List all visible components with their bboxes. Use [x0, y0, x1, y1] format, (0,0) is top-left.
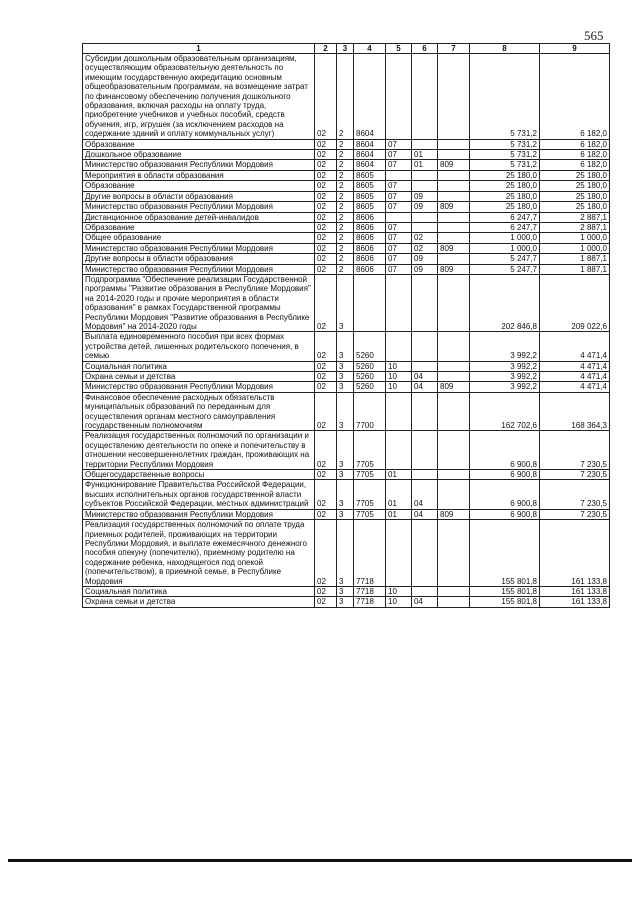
section-code: 10 — [386, 382, 412, 392]
amount-year-2: 161 133,8 — [540, 597, 610, 607]
subprogram-code: 3 — [337, 597, 354, 607]
subsection-code — [412, 170, 438, 180]
row-label: Общее образование — [83, 233, 315, 243]
row-label: Мероприятия в области образования — [83, 170, 315, 180]
row-label: Реализация государственных полномочий по организации и осуществлению деятельности по опеке и попечительству в отношении несовершеннолетних граждан, проживающих на территории Республики Мордовия — [83, 431, 315, 470]
table-row — [83, 361, 610, 371]
section-code: 10 — [386, 597, 412, 607]
program-code: 02 — [315, 274, 337, 331]
expense-code: 7705 — [354, 470, 386, 480]
table-row — [83, 170, 610, 180]
subprogram-code: 3 — [337, 431, 354, 470]
subsection-code: 09 — [412, 254, 438, 264]
program-code: 02 — [315, 392, 337, 431]
row-label: Выплата единовременного пособия при всех формах устройства детей, лишенных родительского попечения, в семью — [83, 332, 315, 361]
ministry-code — [438, 520, 470, 587]
amount-year-1: 3 992,2 — [470, 332, 540, 361]
table-row — [83, 202, 610, 212]
row-label: Реализация государственных полномочий по оплате труда приемных родителей, проживающих на территории Республики Мордовия, и выплате ежемесячного денежного пособия опекуну (попечителю), приемному родителю на содержание ребенка, находящегося под опекой (попечительством), в приемной семье, в Республике Мордовия — [83, 520, 315, 587]
ministry-code — [438, 222, 470, 232]
table-row — [83, 470, 610, 480]
subsection-code — [412, 274, 438, 331]
ministry-code: 809 — [438, 382, 470, 392]
expense-code: 8606 — [354, 243, 386, 253]
subsection-code: 02 — [412, 243, 438, 253]
amount-year-2: 6 182,0 — [540, 160, 610, 170]
section-code: 01 — [386, 470, 412, 480]
row-label: Дошкольное образование — [83, 150, 315, 160]
table-row — [83, 150, 610, 160]
amount-year-2: 4 471,4 — [540, 382, 610, 392]
expense-code: 8606 — [354, 233, 386, 243]
subsection-code: 01 — [412, 160, 438, 170]
column-header: 3 — [337, 44, 354, 54]
amount-year-1: 6 900,8 — [470, 480, 540, 509]
amount-year-1: 1 000,0 — [470, 243, 540, 253]
amount-year-1: 155 801,8 — [470, 597, 540, 607]
program-code: 02 — [315, 431, 337, 470]
expense-code: 7700 — [354, 392, 386, 431]
program-code: 02 — [315, 520, 337, 587]
row-label: Общегосударственные вопросы — [83, 470, 315, 480]
subprogram-code: 3 — [337, 372, 354, 382]
subprogram-code: 3 — [337, 520, 354, 587]
subsection-code — [412, 139, 438, 149]
row-label: Министерство образования Республики Мордовия — [83, 160, 315, 170]
row-label: Министерство образования Республики Мордовия — [83, 509, 315, 519]
subsection-code — [412, 586, 438, 596]
table-row — [83, 139, 610, 149]
subsection-code — [412, 361, 438, 371]
amount-year-2: 25 180,0 — [540, 170, 610, 180]
subsection-code: 02 — [412, 233, 438, 243]
row-label: Министерство образования Республики Мордовия — [83, 243, 315, 253]
row-label: Субсидии дошкольным образовательным организациям, осуществляющим образовательную деятельность по имеющим государственную аккредитацию основным общеобразовательным программам, на возмещение затрат по финансовому обеспечению получения дошкольного образования, включая расходы на оплату труда, приобретение учебников и учебных пособий, средств обучения, игр, игрушек (за исключением расходов на содержание зданий и оплату коммунальных услуг) — [83, 54, 315, 140]
program-code: 02 — [315, 243, 337, 253]
amount-year-2: 7 230,5 — [540, 431, 610, 470]
subprogram-code: 2 — [337, 202, 354, 212]
row-label: Министерство образования Республики Мордовия — [83, 264, 315, 274]
program-code: 02 — [315, 222, 337, 232]
subsection-code: 04 — [412, 480, 438, 509]
subsection-code: 04 — [412, 372, 438, 382]
section-code: 07 — [386, 243, 412, 253]
amount-year-1: 3 992,2 — [470, 372, 540, 382]
subsection-code: 09 — [412, 202, 438, 212]
table-row — [83, 191, 610, 201]
column-header: 4 — [354, 44, 386, 54]
column-header: 8 — [470, 44, 540, 54]
ministry-code — [438, 191, 470, 201]
subprogram-code: 3 — [337, 332, 354, 361]
table-row — [83, 254, 610, 264]
amount-year-1: 6 247,7 — [470, 212, 540, 222]
expense-code: 7718 — [354, 520, 386, 587]
subprogram-code: 2 — [337, 243, 354, 253]
subsection-code — [412, 332, 438, 361]
column-header: 7 — [438, 44, 470, 54]
amount-year-2: 1 887,1 — [540, 264, 610, 274]
ministry-code — [438, 274, 470, 331]
table-row — [83, 212, 610, 222]
amount-year-1: 5 247,7 — [470, 264, 540, 274]
subsection-code — [412, 54, 438, 140]
expense-code: 8605 — [354, 170, 386, 180]
section-code: 07 — [386, 233, 412, 243]
expense-code — [354, 274, 386, 331]
table-row — [83, 372, 610, 382]
program-code: 02 — [315, 139, 337, 149]
amount-year-2: 6 182,0 — [540, 139, 610, 149]
program-code: 02 — [315, 181, 337, 191]
ministry-code: 809 — [438, 243, 470, 253]
expense-code: 8604 — [354, 54, 386, 140]
row-label: Функционирование Правительства Российской Федерации, высших исполнительных органов государственной власти субъектов Российской Федерации, местных администраций — [83, 480, 315, 509]
program-code: 02 — [315, 54, 337, 140]
expense-code: 8606 — [354, 222, 386, 232]
amount-year-2: 161 133,8 — [540, 586, 610, 596]
amount-year-2: 209 022,6 — [540, 274, 610, 331]
amount-year-1: 25 180,0 — [470, 202, 540, 212]
amount-year-1: 5 731,2 — [470, 54, 540, 140]
row-label: Охрана семьи и детства — [83, 597, 315, 607]
program-code: 02 — [315, 382, 337, 392]
subsection-code: 04 — [412, 382, 438, 392]
ministry-code — [438, 480, 470, 509]
subprogram-code: 3 — [337, 392, 354, 431]
amount-year-1: 155 801,8 — [470, 520, 540, 587]
row-label: Охрана семьи и детства — [83, 372, 315, 382]
program-code: 02 — [315, 372, 337, 382]
amount-year-1: 25 180,0 — [470, 170, 540, 180]
row-label: Образование — [83, 181, 315, 191]
amount-year-2: 1 000,0 — [540, 243, 610, 253]
section-code: 07 — [386, 160, 412, 170]
program-code: 02 — [315, 160, 337, 170]
subsection-code: 04 — [412, 509, 438, 519]
ministry-code — [438, 181, 470, 191]
subsection-code — [412, 431, 438, 470]
program-code: 02 — [315, 509, 337, 519]
expense-code: 5260 — [354, 382, 386, 392]
table-row — [83, 181, 610, 191]
section-code: 07 — [386, 222, 412, 232]
program-code: 02 — [315, 170, 337, 180]
program-code: 02 — [315, 480, 337, 509]
amount-year-1: 202 846,8 — [470, 274, 540, 331]
amount-year-1: 6 900,8 — [470, 470, 540, 480]
subprogram-code: 2 — [337, 212, 354, 222]
expense-code: 8606 — [354, 254, 386, 264]
ministry-code — [438, 254, 470, 264]
ministry-code — [438, 170, 470, 180]
subprogram-code: 3 — [337, 470, 354, 480]
amount-year-1: 5 247,7 — [470, 254, 540, 264]
ministry-code: 809 — [438, 509, 470, 519]
row-label: Дистанционное образование детей-инвалидов — [83, 212, 315, 222]
ministry-code — [438, 139, 470, 149]
amount-year-1: 155 801,8 — [470, 586, 540, 596]
row-label: Образование — [83, 222, 315, 232]
column-header: 5 — [386, 44, 412, 54]
table-row — [83, 160, 610, 170]
subprogram-code: 2 — [337, 222, 354, 232]
subsection-code — [412, 520, 438, 587]
subsection-code — [412, 181, 438, 191]
section-code: 07 — [386, 150, 412, 160]
column-header: 2 — [315, 44, 337, 54]
subprogram-code: 3 — [337, 361, 354, 371]
subprogram-code: 3 — [337, 480, 354, 509]
table-row — [83, 222, 610, 232]
subsection-code: 04 — [412, 597, 438, 607]
subprogram-code: 2 — [337, 254, 354, 264]
ministry-code: 809 — [438, 264, 470, 274]
row-label: Финансовое обеспечение расходных обязательств муниципальных образований по переданным для осуществления органам местного самоуправления государственным полномочиям — [83, 392, 315, 431]
amount-year-2: 2 887,1 — [540, 212, 610, 222]
table-row — [83, 520, 610, 587]
section-code — [386, 170, 412, 180]
section-code: 10 — [386, 372, 412, 382]
ministry-code — [438, 392, 470, 431]
expense-code: 8606 — [354, 212, 386, 222]
amount-year-2: 1 887,1 — [540, 254, 610, 264]
subprogram-code: 2 — [337, 160, 354, 170]
amount-year-1: 6 900,8 — [470, 431, 540, 470]
ministry-code — [438, 597, 470, 607]
amount-year-2: 168 364,3 — [540, 392, 610, 431]
program-code: 02 — [315, 586, 337, 596]
table-body — [83, 54, 610, 608]
subsection-code: 01 — [412, 150, 438, 160]
table-row — [83, 431, 610, 470]
section-code — [386, 520, 412, 587]
subprogram-code: 2 — [337, 181, 354, 191]
section-code — [386, 274, 412, 331]
section-code: 07 — [386, 139, 412, 149]
amount-year-1: 6 900,8 — [470, 509, 540, 519]
row-label: Подпрограмма "Обеспечение реализации Государственной программы "Развитие образования в Республике Мордовия" на 2014-2020 годы и прочие мероприятия в области образования" в рамках Государственной программы Республики Мордовия "Развитие образования в Республике Мордовия" на 2014-2020 годы — [83, 274, 315, 331]
ministry-code — [438, 150, 470, 160]
subsection-code: 09 — [412, 191, 438, 201]
subprogram-code: 2 — [337, 191, 354, 201]
expense-code: 8604 — [354, 150, 386, 160]
program-code: 02 — [315, 597, 337, 607]
subprogram-code: 2 — [337, 170, 354, 180]
table-row — [83, 54, 610, 140]
program-code: 02 — [315, 361, 337, 371]
page-bottom-rule — [8, 859, 632, 862]
amount-year-2: 4 471,4 — [540, 332, 610, 361]
expense-code: 8605 — [354, 191, 386, 201]
program-code: 02 — [315, 470, 337, 480]
row-label: Министерство образования Республики Мордовия — [83, 202, 315, 212]
ministry-code — [438, 212, 470, 222]
subprogram-code: 2 — [337, 264, 354, 274]
subsection-code: 09 — [412, 264, 438, 274]
program-code: 02 — [315, 233, 337, 243]
amount-year-1: 6 247,7 — [470, 222, 540, 232]
amount-year-2: 25 180,0 — [540, 191, 610, 201]
expense-code: 5260 — [354, 332, 386, 361]
section-code — [386, 212, 412, 222]
table-row — [83, 392, 610, 431]
amount-year-2: 25 180,0 — [540, 181, 610, 191]
section-code — [386, 392, 412, 431]
row-label: Другие вопросы в области образования — [83, 254, 315, 264]
table-row — [83, 274, 610, 331]
section-code: 07 — [386, 202, 412, 212]
subprogram-code: 2 — [337, 233, 354, 243]
subprogram-code: 2 — [337, 54, 354, 140]
row-label: Министерство образования Республики Мордовия — [83, 382, 315, 392]
amount-year-2: 1 000,0 — [540, 233, 610, 243]
amount-year-1: 1 000,0 — [470, 233, 540, 243]
table-row — [83, 264, 610, 274]
expense-code: 7705 — [354, 509, 386, 519]
amount-year-2: 6 182,0 — [540, 150, 610, 160]
ministry-code — [438, 332, 470, 361]
amount-year-2: 6 182,0 — [540, 54, 610, 140]
section-code: 07 — [386, 191, 412, 201]
amount-year-1: 25 180,0 — [470, 191, 540, 201]
expense-code: 8604 — [354, 139, 386, 149]
section-code: 07 — [386, 254, 412, 264]
budget-table — [82, 43, 610, 608]
amount-year-1: 162 702,6 — [470, 392, 540, 431]
row-label: Другие вопросы в области образования — [83, 191, 315, 201]
subprogram-code: 3 — [337, 382, 354, 392]
ministry-code — [438, 54, 470, 140]
page-number: 565 — [584, 28, 604, 43]
subsection-code — [412, 212, 438, 222]
amount-year-2: 2 887,1 — [540, 222, 610, 232]
ministry-code: 809 — [438, 202, 470, 212]
subprogram-code: 3 — [337, 586, 354, 596]
section-code: 10 — [386, 361, 412, 371]
expense-code: 8605 — [354, 202, 386, 212]
amount-year-2: 7 230,5 — [540, 470, 610, 480]
program-code: 02 — [315, 202, 337, 212]
expense-code: 7705 — [354, 480, 386, 509]
amount-year-1: 5 731,2 — [470, 160, 540, 170]
ministry-code — [438, 361, 470, 371]
row-label: Социальная политика — [83, 361, 315, 371]
column-header: 1 — [83, 44, 315, 54]
expense-code: 7718 — [354, 597, 386, 607]
table-row — [83, 233, 610, 243]
subprogram-code: 2 — [337, 139, 354, 149]
table-row — [83, 382, 610, 392]
table-row — [83, 243, 610, 253]
expense-code: 8606 — [354, 264, 386, 274]
amount-year-2: 25 180,0 — [540, 202, 610, 212]
expense-code: 7705 — [354, 431, 386, 470]
section-code: 10 — [386, 586, 412, 596]
program-code: 02 — [315, 264, 337, 274]
subprogram-code: 3 — [337, 509, 354, 519]
subprogram-code: 3 — [337, 274, 354, 331]
table-header-row — [83, 44, 610, 54]
table-row — [83, 332, 610, 361]
section-code: 07 — [386, 181, 412, 191]
program-code: 02 — [315, 254, 337, 264]
expense-code: 8605 — [354, 181, 386, 191]
table-row — [83, 509, 610, 519]
amount-year-2: 7 230,5 — [540, 509, 610, 519]
column-header: 9 — [540, 44, 610, 54]
amount-year-2: 7 230,5 — [540, 480, 610, 509]
table-row — [83, 597, 610, 607]
subsection-code — [412, 392, 438, 431]
section-code: 01 — [386, 480, 412, 509]
amount-year-1: 25 180,0 — [470, 181, 540, 191]
amount-year-2: 4 471,4 — [540, 361, 610, 371]
ministry-code — [438, 372, 470, 382]
subsection-code — [412, 222, 438, 232]
expense-code: 5260 — [354, 372, 386, 382]
amount-year-1: 3 992,2 — [470, 382, 540, 392]
expense-code: 8604 — [354, 160, 386, 170]
subsection-code — [412, 470, 438, 480]
section-code — [386, 54, 412, 140]
row-label: Социальная политика — [83, 586, 315, 596]
ministry-code — [438, 586, 470, 596]
program-code: 02 — [315, 191, 337, 201]
program-code: 02 — [315, 212, 337, 222]
section-code — [386, 431, 412, 470]
section-code: 07 — [386, 264, 412, 274]
section-code: 01 — [386, 509, 412, 519]
expense-code: 5260 — [354, 361, 386, 371]
ministry-code: 809 — [438, 160, 470, 170]
column-header: 6 — [412, 44, 438, 54]
ministry-code — [438, 470, 470, 480]
expense-code: 7718 — [354, 586, 386, 596]
amount-year-1: 3 992,2 — [470, 361, 540, 371]
table-row — [83, 586, 610, 596]
amount-year-2: 4 471,4 — [540, 372, 610, 382]
ministry-code — [438, 431, 470, 470]
table-row — [83, 480, 610, 509]
program-code: 02 — [315, 150, 337, 160]
amount-year-1: 5 731,2 — [470, 150, 540, 160]
ministry-code — [438, 233, 470, 243]
program-code: 02 — [315, 332, 337, 361]
amount-year-1: 5 731,2 — [470, 139, 540, 149]
amount-year-2: 161 133,8 — [540, 520, 610, 587]
subprogram-code: 2 — [337, 150, 354, 160]
section-code — [386, 332, 412, 361]
row-label: Образование — [83, 139, 315, 149]
